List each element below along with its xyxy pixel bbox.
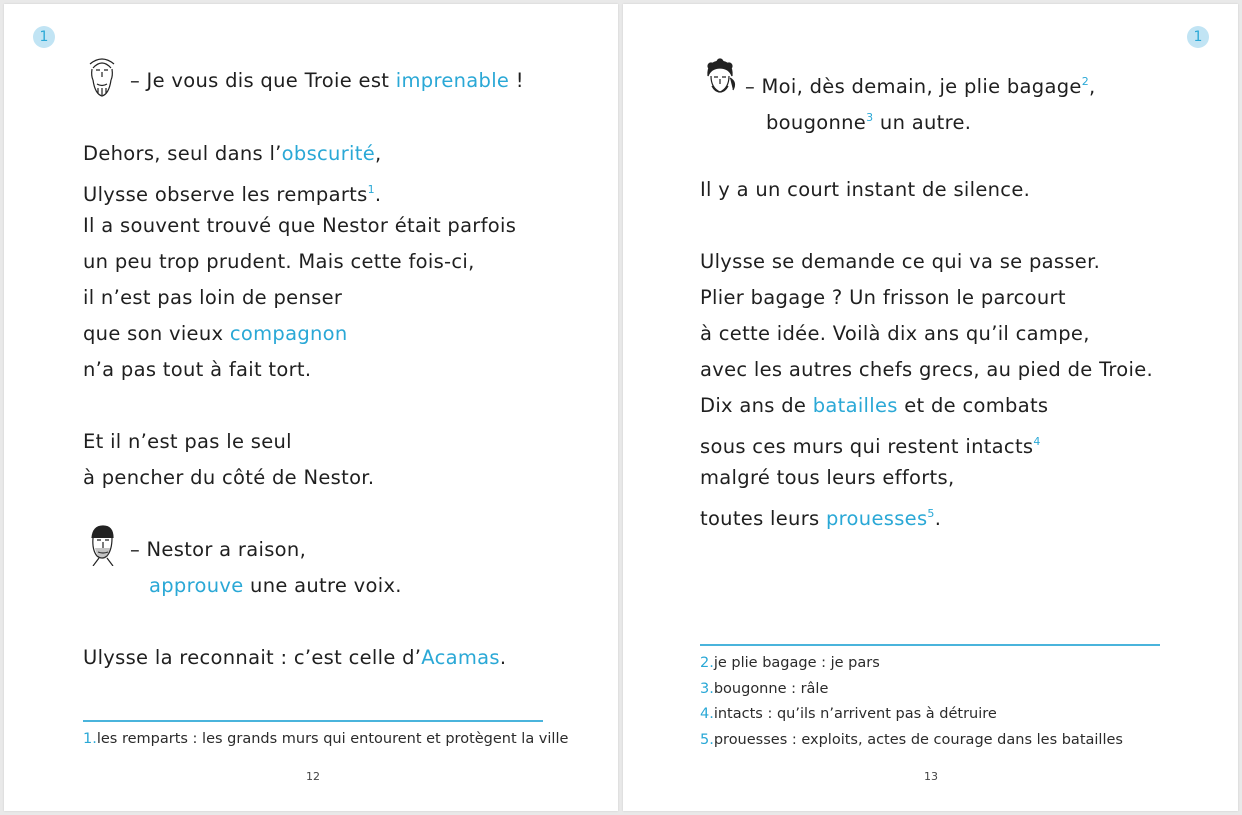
footnote: 4.intacts : qu’ils n’arrivent pas à détruire [700, 706, 997, 722]
text-line: que son vieux compagnon [83, 322, 348, 345]
footnote: 5.prouesses : exploits, actes de courage dans les batailles [700, 732, 1123, 748]
footnote-ref: 5 [927, 507, 935, 520]
text-line: il n’est pas loin de penser [83, 286, 343, 309]
text-line: Il y a un court instant de silence. [700, 178, 1031, 201]
text-line: à pencher du côté de Nestor. [83, 466, 375, 489]
old-bearded-man-portrait-icon [81, 54, 123, 98]
text-line: malgré tous leurs efforts, [700, 466, 955, 489]
footnote: 3.bougonne : râle [700, 681, 829, 697]
text-line: Et il n’est pas le seul [83, 430, 292, 453]
footnote-divider [700, 644, 1160, 646]
left-page [4, 4, 618, 811]
text-line: Dehors, seul dans l’obscurité, [83, 142, 382, 165]
chapter-badge: 1 [33, 26, 55, 48]
text-line: Ulysse se demande ce qui va se passer. [700, 250, 1101, 273]
text-line: – Nestor a raison, [130, 538, 307, 561]
text-line: Ulysse la reconnait : c’est celle d’Acamas. [83, 646, 507, 669]
right-page [623, 4, 1238, 811]
chapter-badge: 1 [1187, 26, 1209, 48]
text-line: – Moi, dès demain, je plie bagage$^2$, [745, 75, 1096, 98]
text-line: Ulysse observe les remparts$^1$. [83, 183, 382, 206]
text-line: sous ces murs qui restent intacts$^4$ [700, 435, 1041, 458]
text-line: approuve une autre voix. [149, 574, 402, 597]
text-line: Il a souvent trouvé que Nestor était parfois [83, 214, 517, 237]
page-number: 13 [924, 770, 938, 783]
text-line: bougonne$^3$ un autre. [766, 111, 972, 134]
text-line: avec les autres chefs grecs, au pied de Troie. [700, 358, 1154, 381]
text-line: toutes leurs prouesses$^5$. [700, 507, 942, 530]
footnote-ref: 1 [367, 183, 375, 196]
footnote-ref: 3 [866, 111, 874, 124]
curly-haired-man-portrait-icon [699, 56, 741, 100]
text-line: n’a pas tout à fait tort. [83, 358, 312, 381]
text-line: Dix ans de batailles et de combats [700, 394, 1049, 417]
text-line: un peu trop prudent. Mais cette fois-ci, [83, 250, 475, 273]
text-line: Plier bagage ? Un frisson le parcourt [700, 286, 1066, 309]
page-number: 12 [306, 770, 320, 783]
text-line: – Je vous dis que Troie est imprenable ! [130, 69, 524, 92]
young-man-portrait-icon [81, 522, 123, 566]
footnote-ref: 4 [1033, 435, 1041, 448]
text-line: à cette idée. Voilà dix ans qu’il campe, [700, 322, 1090, 345]
footnote-divider [83, 720, 543, 722]
footnote: 1.les remparts : les grands murs qui entourent et protègent la ville [83, 731, 569, 747]
footnote-ref: 2 [1081, 75, 1090, 88]
footnote: 2.je plie bagage : je pars [700, 655, 880, 671]
